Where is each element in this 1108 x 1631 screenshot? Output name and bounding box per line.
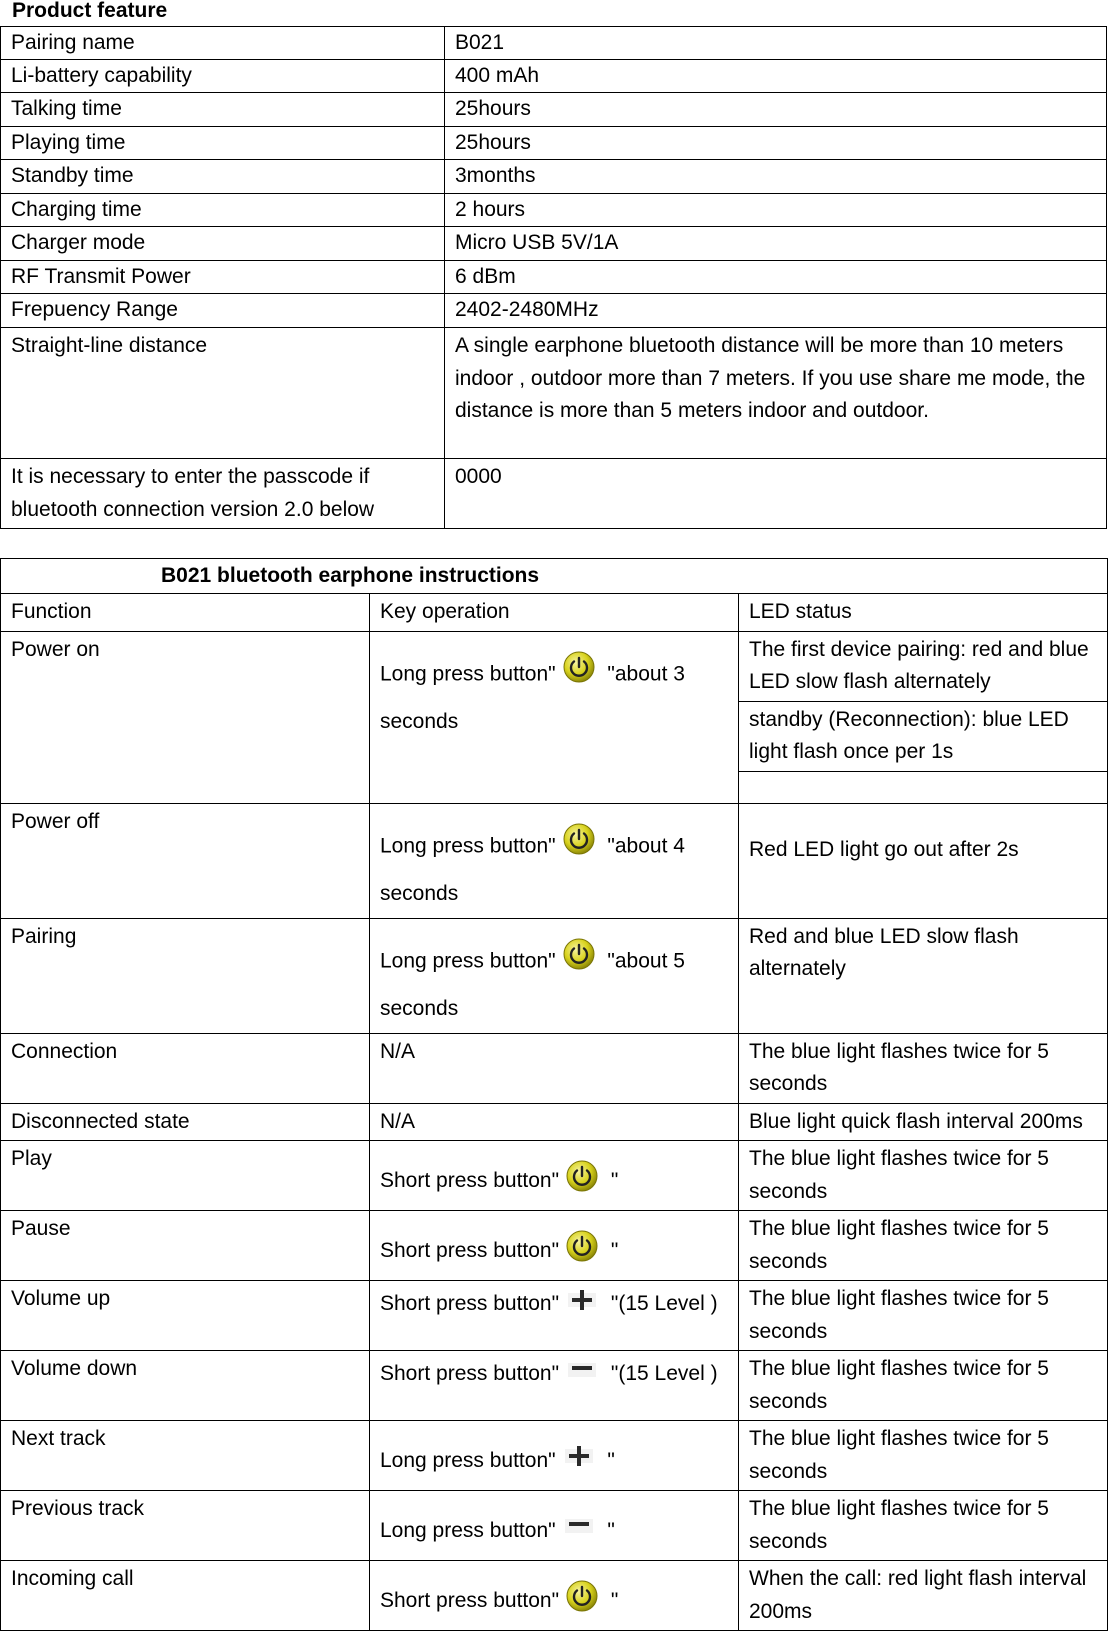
feature-row: [1, 160, 1107, 194]
feature-value: 25hours: [445, 93, 1107, 127]
feature-label: Straight-line distance: [1, 328, 445, 459]
feature-row: [1, 227, 1107, 261]
instruction-led-status: Red LED light go out after 2s: [739, 803, 1108, 918]
feature-value: 2402-2480MHz: [445, 294, 1107, 328]
instruction-row: [1, 1211, 1108, 1281]
feature-value: 400 mAh: [445, 60, 1107, 93]
instruction-key-operation: [370, 1211, 739, 1281]
key-operation-suffix: "(15 Level ): [605, 1292, 718, 1316]
feature-label: Talking time: [1, 93, 445, 127]
instruction-led-status: The blue light flashes twice for 5 seconds: [739, 1491, 1108, 1561]
instruction-row: [1, 803, 1108, 918]
key-operation-text: N/A: [380, 1109, 416, 1133]
feature-row: [1, 60, 1107, 93]
feature-value: B021: [445, 27, 1107, 60]
power-icon: [565, 1579, 599, 1624]
feature-value: 25hours: [445, 127, 1107, 160]
instruction-row: [1, 631, 1108, 701]
key-operation-suffix: "(15 Level ): [605, 1362, 718, 1386]
power-icon: [562, 822, 596, 872]
feature-row: [1, 459, 1107, 529]
instruction-function: Volume up: [1, 1281, 370, 1351]
instruction-row: [1, 1281, 1108, 1351]
feature-value: 3months: [445, 160, 1107, 194]
instruction-function: Volume down: [1, 1351, 370, 1421]
instruction-key-operation: [370, 918, 739, 1033]
instruction-function: Incoming call: [1, 1561, 370, 1631]
key-operation-suffix: "about 5 seconds: [380, 949, 685, 1020]
feature-label: It is necessary to enter the passcode if bluetooth connection version 2.0 below: [1, 459, 445, 529]
feature-label: Pairing name: [1, 27, 445, 60]
instruction-led-status: The blue light flashes twice for 5 seconds: [739, 1141, 1108, 1211]
feature-value: Micro USB 5V/1A: [445, 227, 1107, 261]
feature-label: Standby time: [1, 160, 445, 194]
key-operation-text: Long press button": [380, 949, 556, 973]
instructions-title: B021 bluetooth earphone instructions: [1, 559, 1108, 594]
instruction-key-operation: [370, 1281, 739, 1351]
instruction-key-operation: [370, 631, 739, 803]
instruction-function: Play: [1, 1141, 370, 1211]
power-icon: [565, 1159, 599, 1204]
key-operation-text: Short press button": [380, 1588, 560, 1612]
header-function: Function: [1, 594, 370, 632]
header-led-status: LED status: [739, 594, 1108, 632]
instruction-row: [1, 1351, 1108, 1421]
product-feature-table: [0, 26, 1107, 529]
instruction-led-status: The first device pairing: red and blue LED slow flash alternately: [739, 631, 1108, 701]
plus-icon: [565, 1283, 599, 1326]
feature-value: A single earphone bluetooth distance will be more than 10 meters indoor , outdoor more than 7 meters. If you use share me mode, the distance is more than 5 meters indoor and outdoor.: [445, 328, 1107, 459]
instruction-led-status: The blue light flashes twice for 5 seconds: [739, 1033, 1108, 1103]
feature-label: Li-battery capability: [1, 60, 445, 93]
instruction-led-status: When the call: red light flash interval 200ms: [739, 1561, 1108, 1631]
instruction-function: Pause: [1, 1211, 370, 1281]
instruction-led-status: The blue light flashes twice for 5 seconds: [739, 1421, 1108, 1491]
feature-row: [1, 328, 1107, 459]
key-operation-suffix: ": [605, 1168, 619, 1192]
instruction-function: Connection: [1, 1033, 370, 1103]
instruction-function: Power on: [1, 631, 370, 803]
power-icon: [562, 937, 596, 987]
feature-row: [1, 261, 1107, 294]
key-operation-suffix: "about 4 seconds: [380, 834, 685, 905]
feature-label: Frepuency Range: [1, 294, 445, 328]
feature-label: Charger mode: [1, 227, 445, 261]
instruction-led-status: Red and blue LED slow flash alternately: [739, 918, 1108, 1033]
key-operation-text: Short press button": [380, 1292, 560, 1316]
instruction-key-operation: [370, 1033, 739, 1103]
key-operation-suffix: ": [601, 1448, 615, 1472]
instruction-row: [1, 1561, 1108, 1631]
key-operation-suffix: ": [605, 1588, 619, 1612]
instruction-row: [1, 1421, 1108, 1491]
key-operation-text: Long press button": [380, 662, 556, 686]
feature-label: Charging time: [1, 194, 445, 227]
instruction-key-operation: [370, 1351, 739, 1421]
instructions-header-row: [1, 594, 1108, 632]
feature-value: 0000: [445, 459, 1107, 529]
instruction-led-status: The blue light flashes twice for 5 seconds: [739, 1211, 1108, 1281]
instruction-row: [1, 1141, 1108, 1211]
feature-row: [1, 27, 1107, 60]
key-operation-text: Short press button": [380, 1168, 560, 1192]
minus-icon: [562, 1509, 596, 1554]
feature-label: Playing time: [1, 127, 445, 160]
instruction-row: [1, 918, 1108, 1033]
instruction-function: Previous track: [1, 1491, 370, 1561]
instruction-function: Next track: [1, 1421, 370, 1491]
instruction-key-operation: [370, 803, 739, 918]
key-operation-text: N/A: [380, 1039, 416, 1063]
instruction-function: Power off: [1, 803, 370, 918]
minus-icon: [565, 1353, 599, 1396]
instruction-row: [1, 1033, 1108, 1103]
instruction-function: Disconnected state: [1, 1103, 370, 1141]
header-key-operation: Key operation: [370, 594, 739, 632]
instruction-key-operation: [370, 1103, 739, 1141]
feature-row: [1, 93, 1107, 127]
feature-label: RF Transmit Power: [1, 261, 445, 294]
instructions-title-row: [1, 559, 1108, 594]
key-operation-text: Short press button": [380, 1362, 560, 1386]
instruction-key-operation: [370, 1421, 739, 1491]
feature-row: [1, 127, 1107, 160]
feature-row: [1, 194, 1107, 227]
instruction-led-status: The blue light flashes twice for 5 seconds: [739, 1351, 1108, 1421]
key-operation-suffix: ": [605, 1238, 619, 1262]
key-operation-suffix: ": [601, 1518, 615, 1542]
instruction-row: [1, 1103, 1108, 1141]
feature-row: [1, 294, 1107, 328]
instruction-led-status: The blue light flashes twice for 5 seconds: [739, 1281, 1108, 1351]
key-operation-text: Long press button": [380, 834, 556, 858]
key-operation-text: Long press button": [380, 1448, 556, 1472]
power-icon: [562, 650, 596, 700]
instruction-led-status: Blue light quick flash interval 200ms: [739, 1103, 1108, 1141]
feature-value: 6 dBm: [445, 261, 1107, 294]
instruction-led-status: standby (Reconnection): blue LED light flash once per 1s: [739, 701, 1108, 771]
feature-value: 2 hours: [445, 194, 1107, 227]
instructions-table: [0, 558, 1108, 1631]
plus-icon: [562, 1439, 596, 1484]
power-icon: [565, 1229, 599, 1274]
instruction-row: [1, 1491, 1108, 1561]
instruction-key-operation: [370, 1491, 739, 1561]
product-feature-heading: Product feature: [12, 0, 168, 22]
key-operation-suffix: "about 3 seconds: [380, 662, 685, 733]
instruction-key-operation: [370, 1141, 739, 1211]
instruction-key-operation: [370, 1561, 739, 1631]
key-operation-text: Short press button": [380, 1238, 560, 1262]
instruction-function: Pairing: [1, 918, 370, 1033]
key-operation-text: Long press button": [380, 1518, 556, 1542]
instruction-led-status: [739, 771, 1108, 803]
